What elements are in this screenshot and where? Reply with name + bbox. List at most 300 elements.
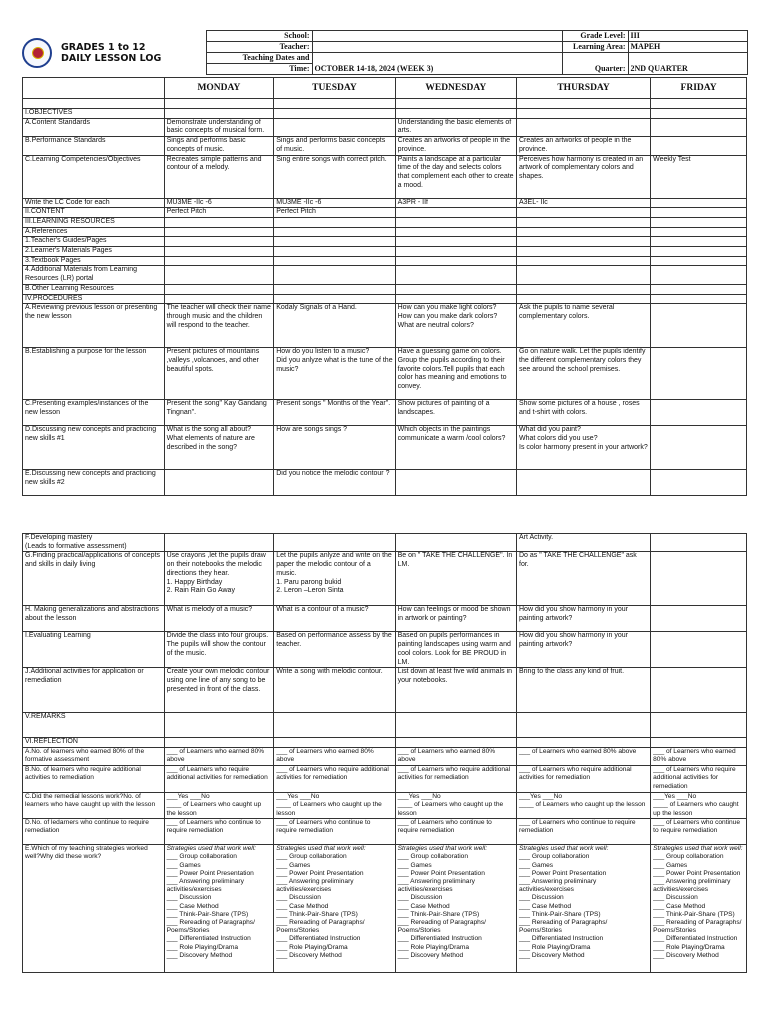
day-cell-monday: Sings and performs basic concepts of music. — [164, 137, 274, 155]
day-cell-tuesday: How do you listen to a music? Did you anlyze what is the tune of the music? — [274, 348, 395, 400]
day-cell-monday — [164, 109, 274, 119]
lesson-row — [23, 748, 747, 766]
day-cell-wednesday: Paints a landscape at a particular time of the day and selects colors that complement each other to create a mood. — [395, 155, 516, 198]
row-label: D.No. of ledarners who continue to require remediation — [23, 819, 165, 845]
day-cell-monday: The teacher will check their name through music and the children will respond to the teacher. — [164, 304, 274, 348]
day-cell-friday — [651, 99, 747, 109]
day-cell-thursday — [517, 713, 651, 738]
day-cell-tuesday — [274, 237, 395, 247]
lesson-row — [23, 606, 747, 632]
strategy-item: ___ Discovery Method — [397, 951, 464, 959]
strategy-item: ___ Discussion — [276, 894, 321, 902]
strategy-item: ___ Case Method — [276, 902, 329, 910]
row-label: III.LEARNING RESOURCES — [23, 217, 165, 227]
strategy-item: ___ Answering preliminary activities/exercises — [653, 878, 731, 894]
strategies-cell — [395, 845, 516, 973]
day-cell-wednesday — [395, 738, 516, 748]
day-cell-thursday: Creates an artworks of people in the province. — [517, 137, 651, 155]
day-cell-wednesday — [395, 534, 516, 552]
day-cell-wednesday: Which objects in the paintings communicate a warm /cool colors? — [395, 426, 516, 470]
day-cell-thursday — [517, 284, 651, 294]
day-cell-thursday: ___ of Learners who earned 80% above — [517, 748, 651, 766]
day-cell-friday — [651, 198, 747, 208]
strategy-item: ___ Role Playing/Drama — [519, 943, 591, 951]
lesson-row — [23, 766, 747, 793]
strategy-item: ___ Case Method — [397, 902, 450, 910]
day-cell-friday — [651, 266, 747, 284]
day-cell-tuesday: Sings and performs basic concepts of music. — [274, 137, 395, 155]
strategy-item: ___ Think-Pair-Share (TPS) — [397, 910, 480, 918]
day-cell-tuesday: Write a song with melodic contour. — [274, 668, 395, 713]
lesson-row — [23, 400, 747, 426]
day-cell-thursday — [517, 109, 651, 119]
row-label: B.Establishing a purpose for the lesson — [23, 348, 165, 400]
strategy-item: ___ Answering preliminary activities/exercises — [519, 878, 597, 894]
day-cell-thursday — [517, 208, 651, 218]
lesson-row — [23, 99, 747, 109]
day-cell-wednesday: Creates an artworks of people in the province. — [395, 137, 516, 155]
day-cell-tuesday: Kodaly Signals of a Hand. — [274, 304, 395, 348]
strategy-item: ___ Group collaboration — [519, 853, 590, 861]
day-cell-tuesday — [274, 266, 395, 284]
strategy-item: ___ Think-Pair-Share (TPS) — [653, 910, 735, 918]
day-cell-friday: ___Yes ___No ____ of Learners who caught up the lesson — [651, 793, 747, 819]
lesson-row — [23, 208, 747, 218]
lesson-row — [23, 227, 747, 237]
strategy-item: ___ Discussion — [653, 894, 698, 902]
day-cell-tuesday — [274, 256, 395, 266]
day-cell-tuesday: Present songs " Months of the Year". — [274, 400, 395, 426]
lesson-row — [23, 217, 747, 227]
strategy-item: ___ Games — [276, 861, 311, 869]
day-cell-monday — [164, 247, 274, 257]
day-cell-monday — [164, 217, 274, 227]
day-cell-monday: MU3ME -IIc -6 — [164, 198, 274, 208]
quarter-value: 2ND QUARTER — [628, 53, 747, 75]
day-cell-friday — [651, 713, 747, 738]
day-cell-monday — [164, 256, 274, 266]
day-cell-monday: ___ of Learners who earned 80% above — [164, 748, 274, 766]
day-cell-friday — [651, 534, 747, 552]
day-cell-thursday: Bring to the class any kind of fruit. — [517, 668, 651, 713]
day-cell-tuesday — [274, 118, 395, 136]
lesson-row — [23, 426, 747, 470]
day-cell-wednesday: Show pictures of painting of a landscapes. — [395, 400, 516, 426]
day-cell-wednesday: Be on " TAKE THE CHALLENGE". In LM. — [395, 552, 516, 606]
school-value — [312, 31, 562, 42]
day-cell-wednesday — [395, 247, 516, 257]
strategy-item: ___ Games — [519, 861, 554, 869]
day-cell-wednesday: How can feelings or mood be shown in artwork or painting? — [395, 606, 516, 632]
day-cell-wednesday — [395, 208, 516, 218]
row-label: B.No. of learners who require additional activities to remediation — [23, 766, 165, 793]
strategies-cell — [274, 845, 395, 973]
strategy-item: ___ Think-Pair-Share (TPS) — [276, 910, 358, 918]
row-label: 4.Additional Materials from Learning Resources (LR) portal — [23, 266, 165, 284]
strategy-item: ___ Differentiated Instruction — [653, 935, 738, 943]
lesson-row — [23, 256, 747, 266]
day-cell-friday — [651, 237, 747, 247]
day-cell-thursday — [517, 227, 651, 237]
deped-seal-logo — [22, 38, 52, 68]
day-cell-friday — [651, 227, 747, 237]
row-label: 1.Teacher's Guides/Pages — [23, 237, 165, 247]
row-label: J.Additional activities for application or remediation — [23, 668, 165, 713]
strategies-cell — [651, 845, 747, 973]
day-cell-friday — [651, 304, 747, 348]
row-label: G.Finding practical/applications of concepts and skills in daily living — [23, 552, 165, 606]
strategy-item: ___ Differentiated Instruction — [276, 935, 361, 943]
day-cell-wednesday: ___ of Learners who earned 80% above — [395, 748, 516, 766]
strategy-item: ___ Role Playing/Drama — [653, 943, 725, 951]
row-label: A.References — [23, 227, 165, 237]
day-cell-wednesday — [395, 294, 516, 304]
strategy-item: ___ Discovery Method — [276, 951, 342, 959]
row-label: E.Which of my teaching strategies worked well?Why did these work? — [23, 845, 165, 973]
day-cell-wednesday: How can you make light colors? How can you make dark colors? What are neutral colors? — [395, 304, 516, 348]
day-cell-friday: Weekly Test — [651, 155, 747, 198]
day-cell-friday — [651, 348, 747, 400]
day-cell-wednesday: Understanding the basic elements of arts. — [395, 118, 516, 136]
day-cell-friday — [651, 738, 747, 748]
strategy-item: ___ Case Method — [653, 902, 706, 910]
lesson-row — [23, 247, 747, 257]
day-cell-thursday — [517, 266, 651, 284]
day-cell-friday: ___ of Learners who continue to require remediation — [651, 819, 747, 845]
row-label: A.Content Standards — [23, 118, 165, 136]
row-label: Write the LC Code for each — [23, 198, 165, 208]
strategy-item: ___ Rereading of Paragraphs/ Poems/Stories — [653, 919, 742, 935]
row-label: IV.PROCEDURES — [23, 294, 165, 304]
strategy-item: ___ Power Point Presentation — [276, 869, 364, 877]
dates-label: Teaching Dates and — [206, 53, 312, 64]
strategies-heading: Strategies used that work well: — [519, 845, 609, 853]
day-cell-tuesday — [274, 713, 395, 738]
day-cell-wednesday — [395, 470, 516, 496]
row-label: 3.Textbook Pages — [23, 256, 165, 266]
day-cell-thursday: What did you paint? What colors did you use? Is color harmony present in your artwork? — [517, 426, 651, 470]
row-label: C.Learning Competencies/Objectives — [23, 155, 165, 198]
strategy-item: ___ Rereading of Paragraphs/ Poems/Stories — [397, 919, 486, 935]
strategy-item: ___ Games — [166, 861, 201, 869]
day-tuesday: TUESDAY — [274, 78, 395, 99]
day-cell-monday: ___ of Learners who continue to require remediation — [164, 819, 274, 845]
lesson-row — [23, 137, 747, 155]
lesson-log-table-1 — [22, 77, 747, 496]
strategy-item: ___ Rereading of Paragraphs/ Poems/Stories — [166, 919, 255, 935]
day-cell-thursday — [517, 217, 651, 227]
day-cell-friday — [651, 247, 747, 257]
day-cell-thursday: How did you show harmony in your painting artwork? — [517, 606, 651, 632]
strategy-item: ___ Power Point Presentation — [166, 869, 254, 877]
day-cell-thursday: ___Yes ___No ____ of Learners who caught up the lesson — [517, 793, 651, 819]
day-cell-monday — [164, 738, 274, 748]
day-header-row — [23, 78, 747, 99]
day-cell-monday: Use crayons ,let the pupils draw on their notebooks the melodic directions they hear. 1. Happy Birthday 2. Rain Rain Go Away — [164, 552, 274, 606]
day-cell-friday — [651, 426, 747, 470]
title-line-1: GRADES 1 to 12 — [61, 41, 146, 53]
teacher-value — [312, 42, 562, 53]
teacher-label: Teacher: — [206, 42, 312, 53]
row-label: V.REMARKS — [23, 713, 165, 738]
lesson-row — [23, 819, 747, 845]
day-cell-monday — [164, 266, 274, 284]
day-cell-friday: ___ of Learners who earned 80% above — [651, 748, 747, 766]
strategy-item: ___ Power Point Presentation — [653, 869, 741, 877]
strategy-item: ___ Answering preliminary activities/exercises — [397, 878, 475, 894]
strategy-item: ___ Group collaboration — [276, 853, 347, 861]
strategy-item: ___ Role Playing/Drama — [397, 943, 470, 951]
lesson-row — [23, 155, 747, 198]
day-cell-friday — [651, 400, 747, 426]
day-cell-thursday — [517, 99, 651, 109]
lesson-row — [23, 470, 747, 496]
day-cell-thursday: Show some pictures of a house , roses and t-shirt with colors. — [517, 400, 651, 426]
strategy-item: ___ Differentiated Instruction — [166, 935, 251, 943]
lesson-row — [23, 793, 747, 819]
title-line-2: DAILY LESSON LOG — [61, 52, 162, 64]
day-cell-thursday — [517, 738, 651, 748]
day-cell-tuesday — [274, 247, 395, 257]
day-cell-thursday — [517, 470, 651, 496]
strategy-item: ___ Differentiated Instruction — [397, 935, 482, 943]
day-cell-thursday — [517, 256, 651, 266]
day-cell-tuesday: Perfect Pitch — [274, 208, 395, 218]
strategy-item: ___ Rereading of Paragraphs/ Poems/Stories — [276, 919, 365, 935]
strategy-item: ___ Answering preliminary activities/exercises — [166, 878, 244, 894]
lesson-row — [23, 552, 747, 606]
strategy-item: ___ Answering preliminary activities/exercises — [276, 878, 354, 894]
day-cell-friday — [651, 109, 747, 119]
row-label: C.Did the remedial lessons work?No. of learners who have caught up with the lesson — [23, 793, 165, 819]
lesson-log-table-2 — [22, 533, 747, 973]
quarter-label: Quarter: — [562, 53, 628, 75]
row-label: I.Evaluating Learning — [23, 632, 165, 668]
strategy-item: ___ Case Method — [166, 902, 219, 910]
school-label: School: — [206, 31, 312, 42]
day-cell-monday: Create your own melodic contour using one line of any song to be presented in front of the class. — [164, 668, 274, 713]
row-label: H. Making generalizations and abstractions about the lesson — [23, 606, 165, 632]
day-cell-tuesday — [274, 284, 395, 294]
day-cell-monday: What is melody of a music? — [164, 606, 274, 632]
day-cell-wednesday — [395, 227, 516, 237]
strategy-item: ___ Games — [397, 861, 432, 869]
day-cell-monday — [164, 294, 274, 304]
strategy-item: ___ Discovery Method — [166, 951, 233, 959]
day-cell-monday: Recreates simple patterns and contour of a melody. — [164, 155, 274, 198]
strategy-item: ___ Discovery Method — [519, 951, 585, 959]
dates-value: OCTOBER 14-18, 2024 (WEEK 3) — [312, 53, 562, 75]
day-cell-friday — [651, 552, 747, 606]
strategies-heading: Strategies used that work well: — [276, 845, 366, 853]
day-cell-monday: Perfect Pitch — [164, 208, 274, 218]
day-cell-tuesday — [274, 294, 395, 304]
day-cell-wednesday: List down at least five wild animals in your notebooks. — [395, 668, 516, 713]
day-cell-wednesday — [395, 109, 516, 119]
day-cell-wednesday — [395, 713, 516, 738]
row-label — [23, 99, 165, 109]
strategy-item: ___ Group collaboration — [397, 853, 469, 861]
day-cell-wednesday — [395, 99, 516, 109]
day-cell-monday: What is the song all about? What elements of nature are described in the song? — [164, 426, 274, 470]
lesson-row — [23, 304, 747, 348]
strategy-item: ___ Discussion — [519, 894, 564, 902]
strategy-item: ___ Power Point Presentation — [397, 869, 485, 877]
strategy-item: ___ Discussion — [166, 894, 212, 902]
day-cell-tuesday — [274, 99, 395, 109]
strategy-item: ___ Discovery Method — [653, 951, 719, 959]
strategies-heading: Strategies used that work well: — [397, 845, 488, 853]
day-cell-tuesday: Based on performance assess by the teacher. — [274, 632, 395, 668]
lesson-row — [23, 668, 747, 713]
day-cell-friday: ___ of Learners who require additional activities for remediation — [651, 766, 747, 793]
day-cell-monday — [164, 237, 274, 247]
lesson-row — [23, 713, 747, 738]
day-cell-monday: Divide the class into four groups. The pupils will show the contour of the music. — [164, 632, 274, 668]
lesson-row — [23, 198, 747, 208]
day-cell-tuesday — [274, 227, 395, 237]
day-cell-wednesday: A3PR - IIf — [395, 198, 516, 208]
day-cell-friday — [651, 256, 747, 266]
day-cell-monday — [164, 227, 274, 237]
day-cell-monday: Present the song" Kay Gandang Tingnan". — [164, 400, 274, 426]
day-cell-thursday: ___ of Learners who require additional activities for remediation — [517, 766, 651, 793]
day-cell-monday: ___ of Learners who require additional activities for remediation — [164, 766, 274, 793]
strategy-item: ___ Role Playing/Drama — [166, 943, 239, 951]
lesson-row — [23, 284, 747, 294]
day-cell-tuesday: How are songs sings ? — [274, 426, 395, 470]
day-cell-tuesday — [274, 534, 395, 552]
day-cell-friday — [651, 294, 747, 304]
day-cell-tuesday: Let the pupils anlyze and write on the paper the melodic contour of a music. 1. Paru parong bukid 2. Leron –Leron Sinta — [274, 552, 395, 606]
day-cell-friday — [651, 217, 747, 227]
time-label: Time: — [206, 64, 312, 75]
day-cell-tuesday: MU3ME -IIc -6 — [274, 198, 395, 208]
row-label: E.Discussing new concepts and practicing new skills #2 — [23, 470, 165, 496]
strategy-item: ___ Think-Pair-Share (TPS) — [166, 910, 249, 918]
day-cell-thursday: Perceives how harmony is created in an artwork of complementary colors and shapes. — [517, 155, 651, 198]
corner-cell — [23, 78, 165, 99]
strategy-item: ___ Discussion — [397, 894, 443, 902]
row-label: D.Discussing new concepts and practicing new skills #1 — [23, 426, 165, 470]
strategy-item: ___ Group collaboration — [653, 853, 724, 861]
day-cell-thursday — [517, 247, 651, 257]
day-cell-wednesday — [395, 217, 516, 227]
grade-level-value: III — [628, 31, 747, 42]
day-thursday: THURSDAY — [517, 78, 651, 99]
day-cell-wednesday: ___Yes ___No ____ of Learners who caught up the lesson — [395, 793, 516, 819]
lesson-row — [23, 266, 747, 284]
row-label: C.Presenting examples/instances of the new lesson — [23, 400, 165, 426]
day-cell-friday — [651, 470, 747, 496]
day-cell-thursday: Do as " TAKE THE CHALLENGE" ask for. — [517, 552, 651, 606]
row-label: A.No. of learners who earned 80% of the formative assessment — [23, 748, 165, 766]
day-cell-tuesday — [274, 738, 395, 748]
day-cell-wednesday — [395, 266, 516, 284]
day-friday: FRIDAY — [651, 78, 747, 99]
day-cell-friday — [651, 284, 747, 294]
title-cell — [56, 31, 206, 75]
lesson-row — [23, 237, 747, 247]
day-cell-tuesday: ___ of Learners who continue to require remediation — [274, 819, 395, 845]
row-label: I.OBJECTIVES — [23, 109, 165, 119]
day-cell-monday — [164, 713, 274, 738]
lesson-row — [23, 738, 747, 748]
day-cell-thursday: How did you show harmony in your painting artwork? — [517, 632, 651, 668]
day-cell-thursday: Go on nature walk. Let the pupils identify the different complementary colors they see around the school premises. — [517, 348, 651, 400]
day-cell-thursday: Ask the pupils to name several complementary colors. — [517, 304, 651, 348]
day-cell-tuesday: Did you notice the melodic contour ? — [274, 470, 395, 496]
lesson-row — [23, 348, 747, 400]
strategies-cell — [164, 845, 274, 973]
strategy-item: ___ Differentiated Instruction — [519, 935, 604, 943]
day-cell-wednesday: Have a guessing game on colors. Group the pupils according to their favorite colors.Tell pupils that each color has meaning and emotions to convey. — [395, 348, 516, 400]
day-cell-thursday: Art Activity. — [517, 534, 651, 552]
day-cell-monday — [164, 284, 274, 294]
day-cell-thursday: A3EL- IIc — [517, 198, 651, 208]
strategy-item: ___ Case Method — [519, 902, 572, 910]
strategies-row — [23, 845, 747, 973]
strategies-heading: Strategies used that work well: — [166, 845, 257, 853]
day-cell-thursday — [517, 294, 651, 304]
day-cell-tuesday: ___ of Learners who earned 80% above — [274, 748, 395, 766]
strategy-item: ___ Role Playing/Drama — [276, 943, 348, 951]
day-cell-monday: Present pictures of mountains ,valleys ,volcanoes, and other beautiful spots. — [164, 348, 274, 400]
day-cell-monday — [164, 470, 274, 496]
lesson-row — [23, 118, 747, 136]
day-wednesday: WEDNESDAY — [395, 78, 516, 99]
strategy-item: ___ Think-Pair-Share (TPS) — [519, 910, 601, 918]
strategies-heading: Strategies used that work well: — [653, 845, 743, 853]
day-cell-thursday — [517, 237, 651, 247]
day-cell-wednesday — [395, 237, 516, 247]
day-cell-friday — [651, 137, 747, 155]
lesson-row — [23, 294, 747, 304]
strategy-item: ___ Games — [653, 861, 688, 869]
strategy-item: ___ Group collaboration — [166, 853, 237, 861]
day-cell-tuesday: Sing entire songs with correct pitch. — [274, 155, 395, 198]
header-table — [22, 30, 748, 75]
day-cell-wednesday: ___ of Learners who require additional activities for remediation — [395, 766, 516, 793]
day-cell-thursday: ___ of Learners who continue to require remediation — [517, 819, 651, 845]
row-label: VI.REFLECTION — [23, 738, 165, 748]
day-cell-friday — [651, 118, 747, 136]
strategy-item: ___ Power Point Presentation — [519, 869, 607, 877]
row-label: B.Performance Standards — [23, 137, 165, 155]
row-label: 2.Learner's Materials Pages — [23, 247, 165, 257]
lesson-row — [23, 534, 747, 552]
day-cell-tuesday: ___ of Learners who require additional activities for remediation — [274, 766, 395, 793]
row-label: II.CONTENT — [23, 208, 165, 218]
learning-area-label: Learning Area: — [562, 42, 628, 53]
day-cell-wednesday — [395, 256, 516, 266]
lesson-row — [23, 109, 747, 119]
row-label: F.Developing mastery (Leads to formative assessment) — [23, 534, 165, 552]
day-cell-tuesday: What is a contour of a music? — [274, 606, 395, 632]
logo-cell — [22, 31, 56, 75]
day-cell-monday: Demonstrate understanding of basic concepts of musical form. — [164, 118, 274, 136]
row-label: B.Other Learning Resources — [23, 284, 165, 294]
day-cell-wednesday: ___ of Learners who continue to require remediation — [395, 819, 516, 845]
day-cell-wednesday: Based on pupils performances in painting landscapes using warm and cool colors. Look for BE PROUD in LM. — [395, 632, 516, 668]
day-cell-friday — [651, 208, 747, 218]
strategies-cell — [517, 845, 651, 973]
strategy-item: ___ Rereading of Paragraphs/ Poems/Stories — [519, 919, 608, 935]
day-cell-tuesday: ___Yes ___No ____ of Learners who caught up the lesson — [274, 793, 395, 819]
day-cell-friday — [651, 632, 747, 668]
day-cell-monday — [164, 99, 274, 109]
day-cell-wednesday — [395, 284, 516, 294]
